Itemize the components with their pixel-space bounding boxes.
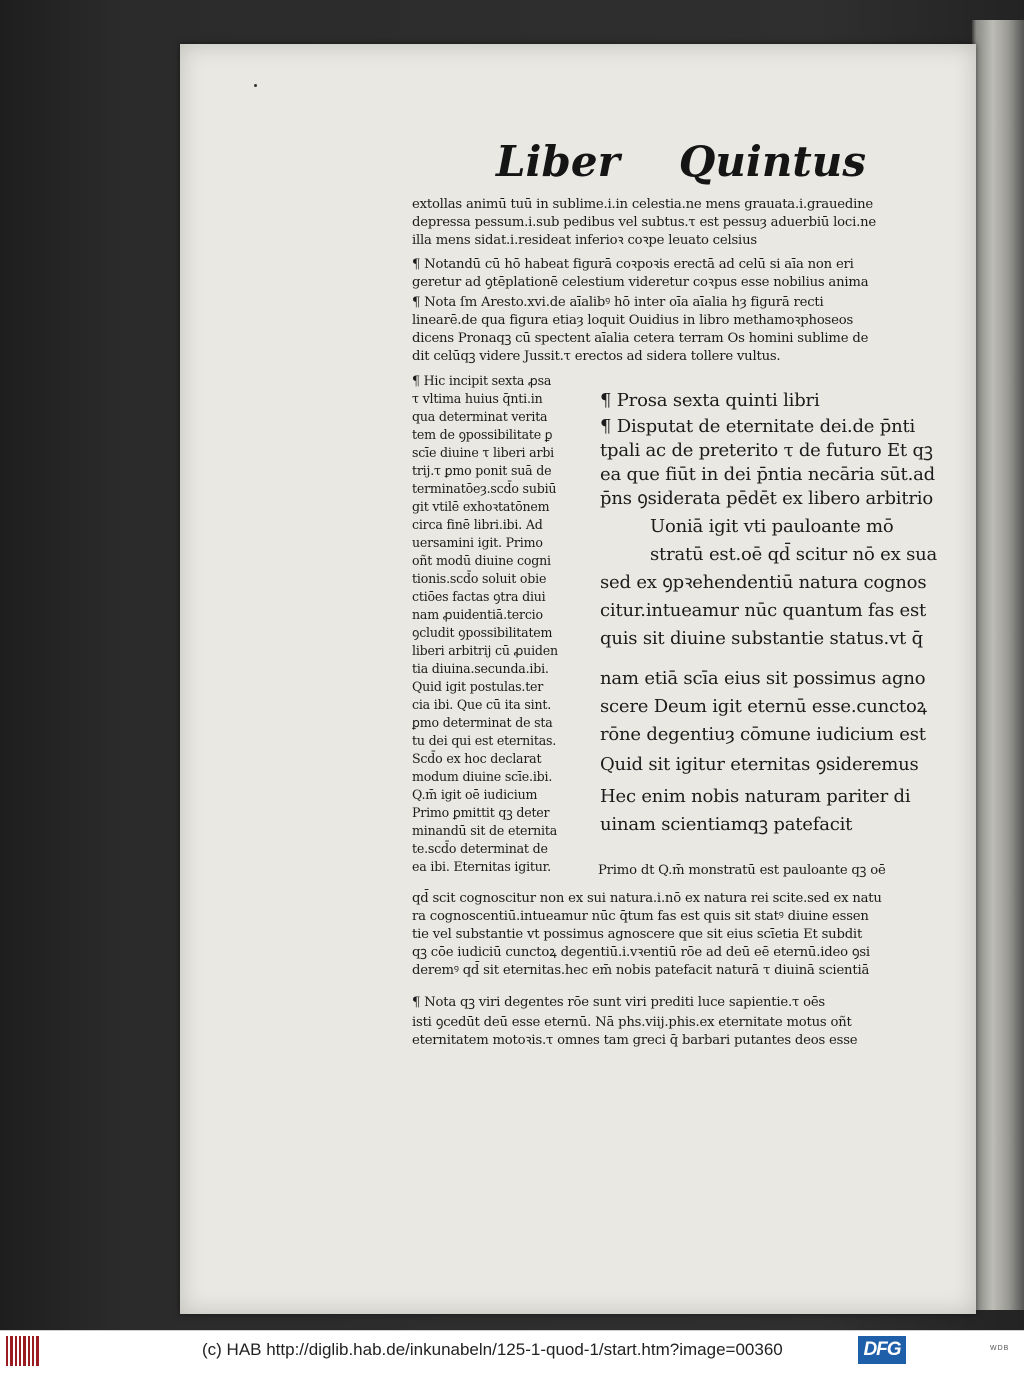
gloss-bottom-line: tie vel substantie vt possimus agnoscere que sit eius scīetia Et subdit: [412, 927, 863, 942]
main-text-line: nam etiā scīa eius sit possimus agno: [600, 668, 926, 689]
gloss-side-line: tia diuina.secunda.ibi.: [412, 661, 549, 676]
main-text-line: rōne degentiuȝ cōmune iudicium est: [600, 724, 926, 745]
gloss-top-line: ¶ Notandū cū hō habeat figurā coꝛpoꝛis erectā ad celū si aīa non eri: [412, 257, 854, 272]
gloss-bottom-line: ¶ Nota qꝫ viri degentes rōe sunt viri prediti luce sapientie.τ oēs: [412, 995, 825, 1010]
gloss-side-line: cia ibi. Que cū ita sint.: [412, 697, 552, 712]
gloss-side-line: modum diuine scīe.ibi.: [412, 769, 553, 784]
gloss-top-line: illa mens sidat.i.resideat inferioꝛ coꝛpe leuato celsius: [412, 233, 757, 248]
gloss-side-line: git vtilē exhoꝛtatōnem: [412, 499, 550, 514]
main-text-line: Hec enim nobis naturam pariter di: [600, 786, 911, 807]
gloss-bottom-line: deremꝰ qd̄ sit eternitas.hec em̄ nobis patefacit naturā τ diuinā scientiā: [412, 963, 870, 978]
gloss-side-line: scīe diuine τ liberi arbi: [412, 445, 555, 460]
gloss-side-line: ea ibi. Eternitas igitur.: [412, 859, 551, 874]
gloss-side-line: ꝑmo determinat de sta: [412, 715, 553, 730]
gloss-side-line: tu dei qui est eternitas.: [412, 733, 557, 748]
gloss-side-line: terminatōeȝ.scd̄o subiū: [412, 481, 557, 496]
gloss-side-line: tionis.scd̄o soluit obie: [412, 571, 547, 586]
gloss-top-line: linearē.de qua figura etiaȝ loquit Ouidius in libro methamoꝛphoseos: [412, 313, 854, 328]
gloss-side-line: Quid igit postulas.ter: [412, 679, 544, 694]
gloss-top-line: depressa pessum.i.sub pedibus vel subtus.τ est pessuȝ aduerbiū loci.ne: [412, 215, 876, 230]
gloss-bottom-line: isti ꝯcedūt deū esse eternū. Nā phs.viij.phis.ex eternitate motus oñt: [412, 1015, 852, 1030]
gloss-bottom-line: eternitatem motoꝛis.τ omnes tam greci q̄ barbari putantes deos esse: [412, 1033, 858, 1048]
gloss-side-line: circa finē libri.ibi. Ad: [412, 517, 543, 532]
gloss-side-line: oñt modū diuine cogni: [412, 553, 551, 568]
gloss-top-line: dicens Pronaqꝫ cū spectent aīalia cetera terram Os homini sublime de: [412, 331, 869, 346]
main-text-line: quis sit diuine substantie status.vt q̄: [600, 628, 923, 649]
main-text-line: ¶ Prosa sexta quinti libri: [600, 390, 820, 411]
gloss-top-line: extollas animū tuū in sublime.i.in celestia.ne mens grauata.i.grauedine: [412, 197, 874, 212]
gloss-side-line: liberi arbitrij cū ꝓuiden: [412, 643, 558, 658]
main-text-line: citur.intueamur nūc quantum fas est: [600, 600, 927, 621]
gloss-bottom-line: ra cognoscentiū.intueamur nūc q̄tum fas est quis sit statꝰ diuine essen: [412, 909, 869, 924]
gloss-side-line: ctiōes factas ꝯtra diui: [412, 589, 546, 604]
main-text-line: scere Deum igit eternū esse.cunctoꝝ: [600, 696, 927, 717]
book-page-edges: [972, 20, 1024, 1310]
gloss-side-line: trij.τ ꝑmo ponit suā de: [412, 463, 552, 478]
gloss-bottom-line: qꝫ cōe iudiciū cunctoꝝ degentiū.i.vꝛentiū rōe ad deū eē eternū.ideo ꝯsi: [412, 945, 870, 960]
gloss-side-line: tem de ꝯpossibilitate ꝑ: [412, 427, 553, 442]
main-text-line: Quid sit igitur eternitas ꝯsideremus: [600, 754, 919, 775]
gloss-top-line: ¶ Nota ſm Aresto.xvi.de aīalibꝰ hō inter oīa aīalia hȝ figurā recti: [412, 295, 824, 310]
gloss-side-line: minandū sit de eternita: [412, 823, 558, 838]
gloss-side-line: Q.m̄ igit oē iudicium: [412, 787, 538, 802]
gloss-side-line: τ vltima huius q̄nti.in: [412, 391, 543, 406]
source-citation-link[interactable]: (c) HAB http://diglib.hab.de/inkunabeln/125-1-quod-1/start.htm?image=00360: [202, 1340, 783, 1359]
gloss-bottom-line: qd̄ scit cognoscitur non ex sui natura.i.nō ex natura rei scite.sed ex natu: [412, 891, 882, 906]
gloss-top-line: geretur ad ꝯtēplationē celestium videretur coꝛpus esse nobilius anima: [412, 275, 869, 290]
gloss-top-line: dit celūqꝫ videre Jussit.τ erectos ad sidera tollere vultus.: [412, 349, 781, 364]
main-text-line: p̄ns ꝯsiderata pēdēt ex libero arbitrio: [600, 488, 933, 509]
gloss-bottom-line: Primo dt Q.m̄ monstratū est pauloante qꝫ oē: [598, 863, 886, 878]
gloss-side-line: te.scd̄o determinat de: [412, 841, 548, 856]
main-text-line: ea que fiūt in dei p̄ntia necāria sūt.ad: [600, 464, 935, 485]
main-text-line: stratū est.oē qd̄ scitur nō ex sua: [650, 544, 938, 565]
ink-speck: [254, 84, 257, 87]
heading-word-quintus: Quintus: [678, 137, 866, 186]
main-text-line: Uoniā igit vti pauloante mō: [650, 516, 894, 537]
running-heading: [496, 126, 866, 186]
gloss-side-line: uersamini igit. Primo: [412, 535, 543, 550]
main-text-line: tpali ac de preterito τ de futuro Et qꝫ: [600, 440, 933, 461]
wdb-mark: WDB: [990, 1345, 1010, 1352]
gloss-side-line: Primo ꝑmittit qꝫ deter: [412, 805, 550, 820]
heading-word-liber: Liber: [496, 137, 620, 186]
dfg-logo: DFG: [858, 1336, 906, 1364]
gloss-side-line: nam ꝓuidentiā.tercio: [412, 607, 543, 622]
main-text-line: ¶ Disputat de eternitate dei.de p̄nti: [600, 416, 916, 437]
gloss-side-line: qua determinat verita: [412, 409, 548, 424]
gloss-side-line: ꝯcludit ꝯpossibilitatem: [412, 625, 553, 640]
main-text-line: sed ex ꝯpꝛehendentiū natura cognos: [600, 572, 927, 593]
gloss-side-line: Scd̄o ex hoc declarat: [412, 751, 542, 766]
hab-logo-icon: [6, 1336, 42, 1366]
main-text-line: uinam scientiamqꝫ patefacit: [600, 814, 853, 835]
gloss-side-line: ¶ Hic incipit sexta ꝓsa: [412, 373, 552, 388]
